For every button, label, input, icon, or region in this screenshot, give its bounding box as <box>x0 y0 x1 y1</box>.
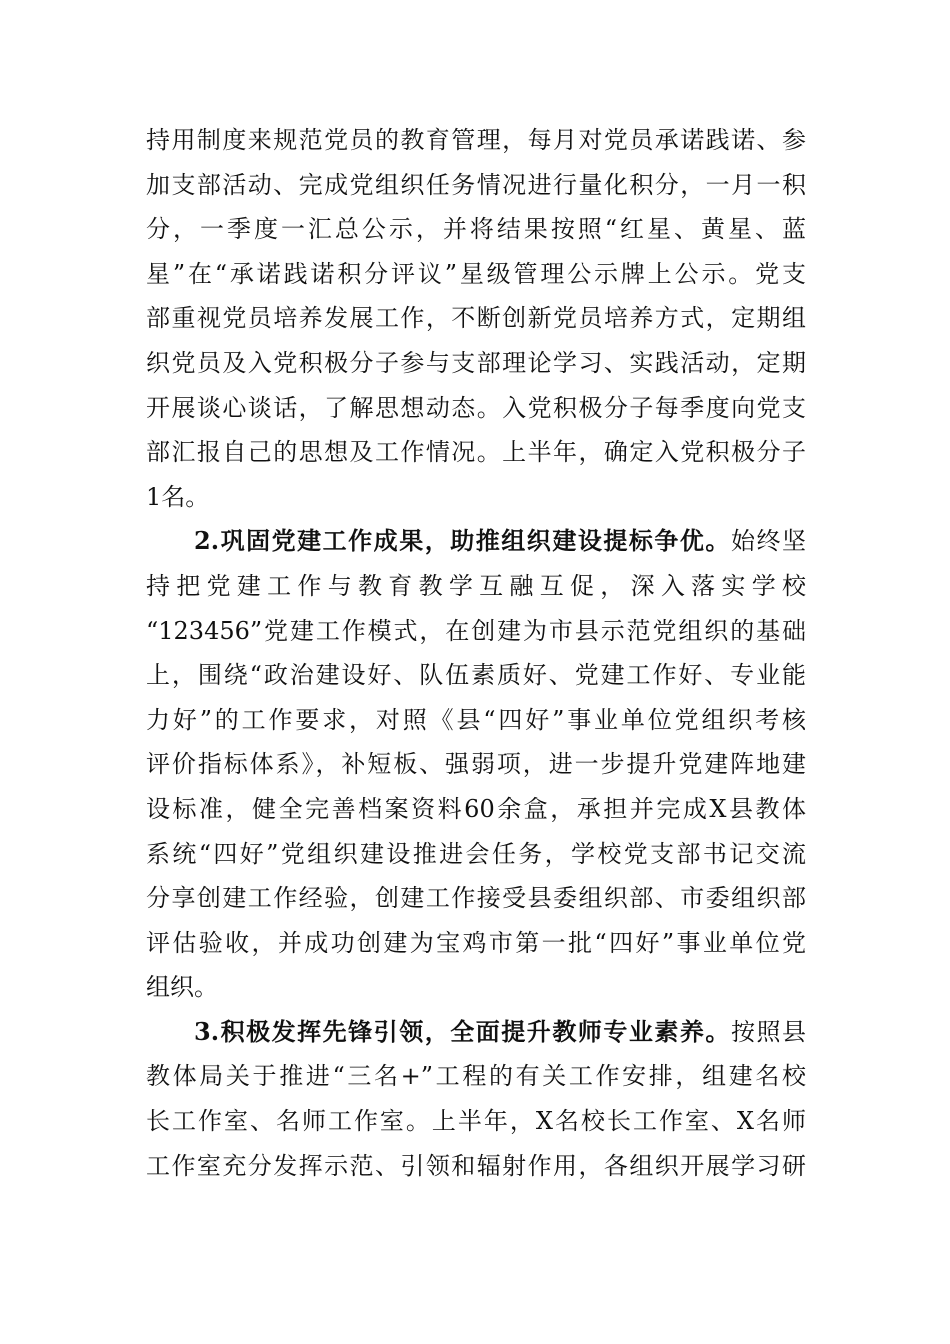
paragraph-1 <box>146 118 806 519</box>
text-line: 星”在“承诺践诺积分评议”星级管理公示牌上公示。党支 <box>146 259 806 288</box>
text-line: 开展谈心谈话，了解思想动态。入党积极分子每季度向党支 <box>146 393 806 422</box>
text-line: 部重视党员培养发展工作，不断创新党员培养方式，定期组 <box>146 304 806 333</box>
paragraph-3-first-line <box>146 1010 806 1055</box>
text-line: 组织。 <box>146 973 218 1002</box>
text-line: 上，围绕“政治建设好、队伍素质好、党建工作好、专业能 <box>146 661 806 690</box>
text-line: 系统“四好”党组织建设推进会任务，学校党支部书记交流 <box>146 839 806 868</box>
section-heading-3: 3.积极发挥先锋引领，全面提升教师专业素养。 <box>194 1016 731 1046</box>
text-line: 1名。 <box>146 482 210 511</box>
text-line: 持用制度来规范党员的教育管理，每月对党员承诺践诺、参 <box>146 126 806 154</box>
text-fragment: 始终坚 <box>730 527 806 556</box>
paragraph-2 <box>146 519 806 1010</box>
text-line: 设标准，健全完善档案资料60余盒，承担并完成X县教体 <box>146 794 806 823</box>
text-line: “123456”党建工作模式，在创建为市县示范党组织的基础 <box>146 616 806 645</box>
text-line: 评估验收，并成功创建为宝鸡市第一批“四好”事业单位党 <box>146 928 806 957</box>
text-line: 力好”的工作要求，对照《县“四好”事业单位党组织考核 <box>146 705 806 734</box>
paragraph-2-first-line <box>146 519 806 564</box>
text-line: 分，一季度一汇总公示，并将结果按照“红星、黄星、蓝 <box>146 215 806 244</box>
text-fragment: 按照县 <box>730 1017 806 1046</box>
text-line: 加支部活动、完成党组织任务情况进行量化积分，一月一积 <box>146 170 806 199</box>
text-line: 工作室充分发挥示范、引领和辐射作用，各组织开展学习研 <box>146 1151 806 1180</box>
text-line: 长工作室、名师工作室。上半年，X名校长工作室、X名师 <box>146 1107 806 1136</box>
text-line: 织党员及入党积极分子参与支部理论学习、实践活动，定期 <box>146 348 806 377</box>
text-line: 分享创建工作经验，创建工作接受县委组织部、市委组织部 <box>146 884 806 913</box>
text-line: 评价指标体系》，补短板、强弱项，进一步提升党建阵地建 <box>146 750 806 779</box>
paragraph-3 <box>146 1010 806 1188</box>
document-page <box>146 118 806 1188</box>
text-line: 教体局关于推进“三名+”工程的有关工作安排，组建名校 <box>146 1062 806 1091</box>
section-heading-2: 2.巩固党建工作成果，助推组织建设提标争优。 <box>194 526 731 556</box>
text-line: 部汇报自己的思想及工作情况。上半年，确定入党积极分子 <box>146 438 806 467</box>
text-line: 持把党建工作与教育教学互融互促，深入落实学校 <box>146 571 806 600</box>
